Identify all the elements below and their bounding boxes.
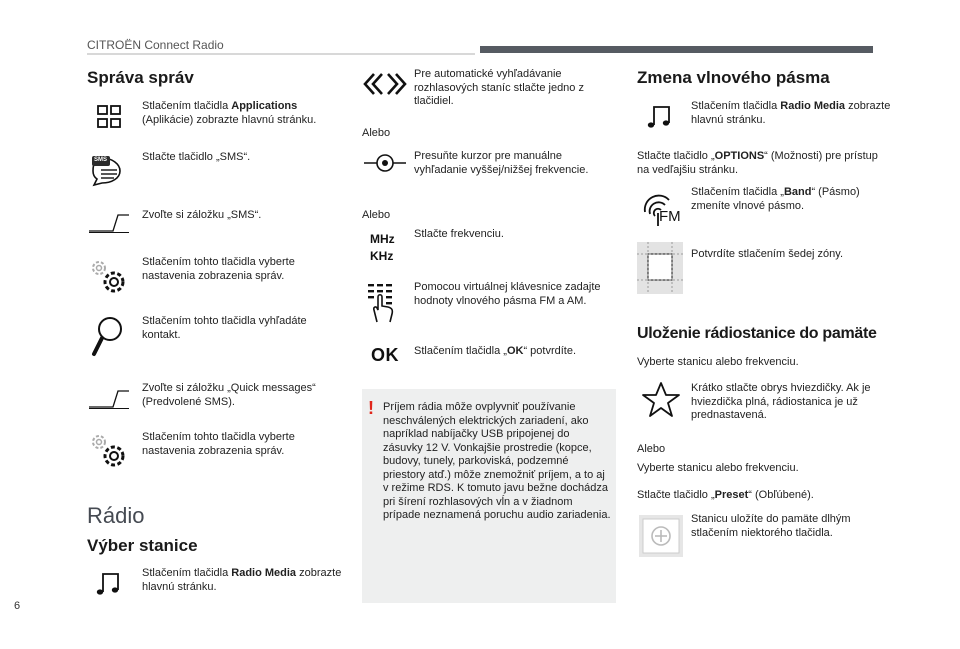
fm-icon-label: FM: [659, 208, 681, 225]
music-note-icon: [96, 572, 122, 596]
section-title-radio: Rádio: [87, 503, 145, 528]
star-outline-icon: [641, 381, 681, 419]
section-title-ulozenie: Uloženie rádiostanice do pamäte: [637, 325, 877, 342]
instruction-auto-search: Pre automatické vyhľadávanie rozhlasových staníc stlačte jedno z tlačidiel.: [414, 68, 584, 107]
section-title-zmena-pasma: Zmena vlnového pásma: [637, 68, 830, 87]
settings-gears-icon: [88, 258, 128, 296]
fm-band-icon: [641, 192, 683, 228]
header-title: CITROËN Connect Radio: [87, 38, 224, 52]
search-magnifier-icon: [90, 316, 124, 358]
instruction-settings-2: Stlačením tohto tlačidla vyberte nastavenia zobrazenia správ.: [142, 431, 295, 457]
applications-grid-icon: [88, 105, 122, 129]
khz-label: KHz: [370, 249, 394, 263]
warning-exclamation-icon: !: [368, 398, 374, 418]
warning-text: Príjem rádia môže ovplyvniť používanie neschválených elektrických zariadení, ako napríklad nabíjačky USB pripojenej do zásuvky 12 V. Vonkajšie prostredie (kopce, budovy, tunely, parkoviská, podzemné priestory atď.) môže znemožniť príjem, a to aj v režime RDS. K tomuto javu bežne dochádza pri šírení rozhlasových vĺn a v žiadnom prípade neznamená poruchu audio zariadenia.: [383, 401, 611, 521]
tab-icon: [88, 213, 130, 233]
music-note-icon: [647, 105, 673, 129]
seek-chevrons-icon: [362, 72, 408, 96]
grey-zone-icon: [637, 242, 683, 294]
instruction-radio-media: Stlačením tlačidla Radio Media zobrazte hlavnú stránku.: [142, 567, 342, 593]
alebo-label: Alebo: [362, 209, 391, 221]
instruction-select-station-1: Vyberte stanicu alebo frekvenciu.: [637, 356, 799, 368]
instruction-search-contact: Stlačením tohto tlačidla vyhľadáte kontakt.: [142, 315, 307, 341]
virtual-keypad-icon: [365, 282, 401, 326]
instruction-applications: Stlačením tlačidla Applications (Aplikácie) zobrazte hlavnú stránku.: [142, 100, 317, 126]
instruction-frequency: Stlačte frekvenciu.: [414, 228, 504, 240]
instruction-virtual-keypad: Pomocou virtuálnej klávesnice zadajte hodnoty vlnového pásma FM a AM.: [414, 281, 601, 307]
sms-icon-label: SMS: [94, 157, 108, 163]
header-divider: [87, 53, 475, 55]
section-title-sprava-sprav: Správa správ: [87, 68, 194, 87]
instruction-select-station-2: Vyberte stanicu alebo frekvenciu.: [637, 462, 799, 474]
instruction-preset: Stlačte tlačidlo „Preset“ (Obľúbené).: [637, 489, 814, 501]
alebo-label: Alebo: [362, 127, 391, 139]
instruction-radio-media-2: Stlačením tlačidla Radio Media zobrazte hlavnú stránku.: [691, 100, 891, 126]
mhz-khz-icon: [370, 231, 395, 265]
frequency-slider-icon: [362, 152, 408, 174]
instruction-ok: Stlačením tlačidla „OK“ potvrdíte.: [414, 345, 577, 357]
sms-bubble-icon: [90, 155, 130, 187]
settings-gears-icon: [88, 432, 128, 470]
alebo-label: Alebo: [637, 443, 666, 455]
instruction-sms: Stlačte tlačidlo „SMS“.: [142, 151, 251, 163]
instruction-star: Krátko stlačte obrys hviezdičky. Ak je hviezdička plná, rádiostanica je už prednastavená.: [691, 382, 871, 421]
instruction-options: Stlačte tlačidlo „OPTIONS“ (Možnosti) pre prístup na vedľajšiu stránku.: [637, 150, 878, 176]
ok-icon: OK: [371, 345, 399, 365]
tab-icon: [88, 389, 130, 409]
instruction-grey-zone: Potvrdíte stlačením šedej zóny.: [691, 248, 844, 260]
header-accent-bar: [480, 46, 873, 53]
page-number: 6: [14, 600, 21, 612]
section-title-vyber-stanice: Výber stanice: [87, 536, 198, 555]
instruction-quick-messages: Zvoľte si záložku „Quick messages“ (Predvolené SMS).: [142, 382, 316, 408]
mhz-label: MHz: [370, 232, 395, 246]
instruction-band: Stlačením tlačidla „Band“ (Pásmo) zmeníte vlnové pásmo.: [691, 186, 860, 212]
add-preset-plus-icon: [639, 515, 683, 557]
instruction-sms-tab: Zvoľte si záložku „SMS“.: [142, 209, 262, 221]
instruction-settings-1: Stlačením tohto tlačidla vyberte nastavenia zobrazenia správ.: [142, 256, 295, 282]
instruction-manual-cursor: Presuňte kurzor pre manuálne vyhľadanie vyššej/nižšej frekvencie.: [414, 150, 589, 176]
instruction-long-press-save: Stanicu uložíte do pamäte dlhým stlačením niektorého tlačidla.: [691, 513, 851, 539]
